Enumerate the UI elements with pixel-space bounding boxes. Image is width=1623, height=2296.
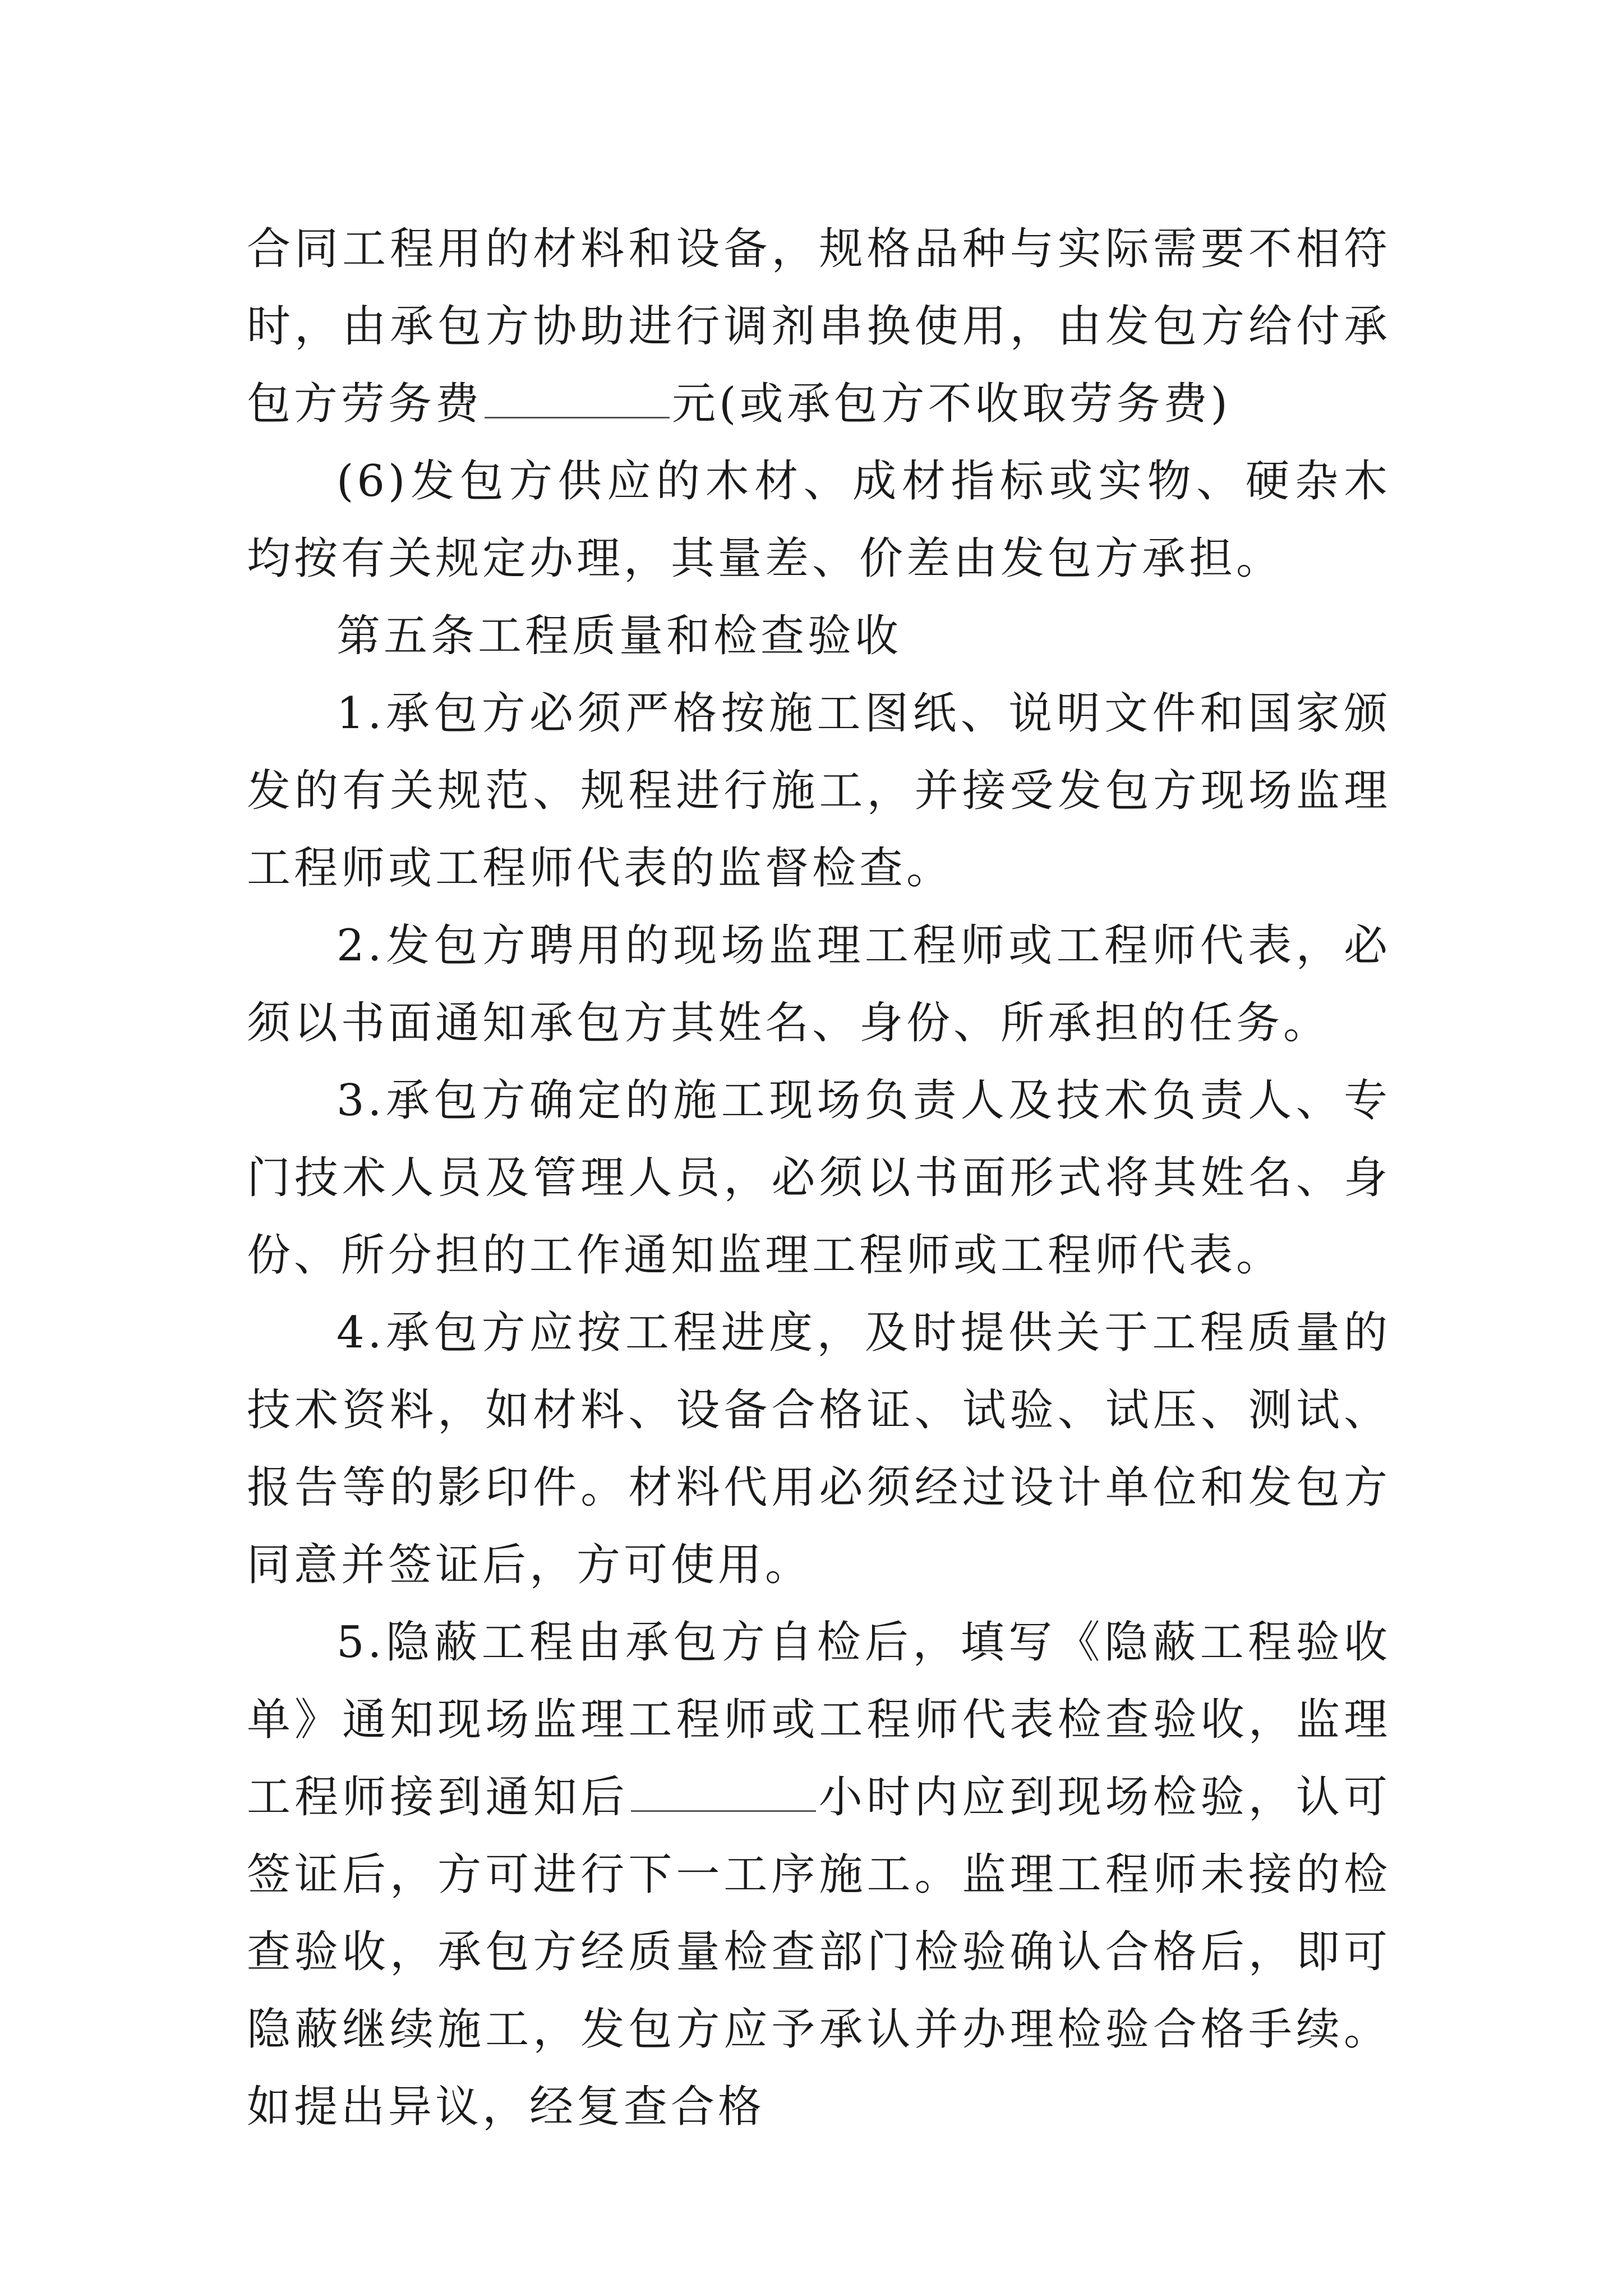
clause-4: 4.承包方应按工程进度，及时提供关于工程质量的技术资料，如材料、设备合格证、试验、试压、测试、报告等的影印件。材料代用必须经过设计单位和发包方同意并签证后，方可使用。 <box>247 1308 1391 1590</box>
section-heading-article-5: 第五条工程质量和检查验收 <box>336 611 902 661</box>
paragraph-timber-supply: (6)发包方供应的木材、成材指标或实物、硬杂木均按有关规定办理，其量差、价差由发包方承担。 <box>247 456 1391 584</box>
clause-5-text-start: 5.隐蔽工程由承包方自检后，填写《隐蔽工程验收单》通知现场监理工程师或工程师代表检查验收，监理工程师接到通知后 <box>247 1617 1391 1823</box>
inspection-hours-blank[interactable] <box>631 1766 816 1812</box>
clause-3: 3.承包方确定的施工现场负责人及技术负责人、专门技术人员及管理人员，必须以书面形式将其姓名、身份、所分担的工作通知监理工程师或工程师代表。 <box>247 1075 1391 1281</box>
clause-2: 2.发包方聘用的现场监理工程师或工程师代表，必须以书面通知承包方其姓名、身份、所承担的任务。 <box>247 921 1391 1048</box>
clause-5 <box>247 1604 1391 2146</box>
document-page <box>247 210 1391 2146</box>
clause-5-text-end: 小时内应到现场检验，认可签证后，方可进行下一工序施工。监理工程师未接的检查验收，承包方经质量检查部门检验确认合格后，即可隐蔽继续施工，发包方应予承认并办理检验合格手续。如提出异议，经复查合格 <box>247 1772 1391 2132</box>
labor-fee-text: 元(或承包方不收取劳务费) <box>672 379 1231 429</box>
labor-fee-blank[interactable] <box>485 373 670 418</box>
clause-1: 1.承包方必须严格按施工图纸、说明文件和国家颁发的有关规范、规程进行施工，并接受发包方现场监理工程师或工程师代表的监督检查。 <box>247 688 1391 894</box>
paragraph-materials-exchange <box>247 210 1391 443</box>
materials-exchange-text: 合同工程用的材料和设备，规格品种与实际需要不相符时，由承包方协助进行调剂串换使用，由发包方给付承包方劳务费 <box>247 224 1391 429</box>
